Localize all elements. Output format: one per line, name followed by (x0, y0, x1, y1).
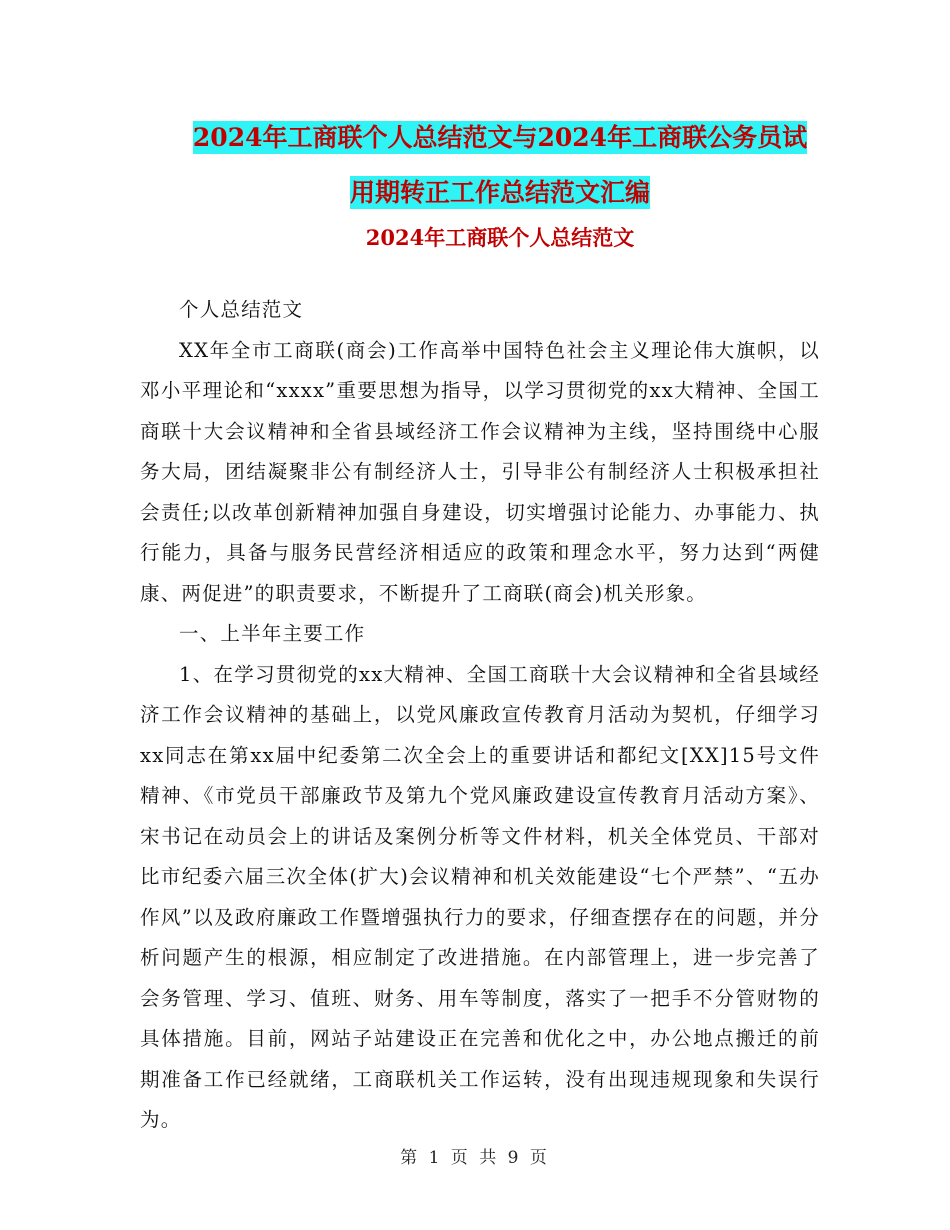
document-title-line-1: 2024年工商联个人总结范文与2024年工商联公务员试 (192, 123, 808, 152)
document-body (140, 290, 820, 1141)
paragraph-intro: XX年全市工商联(商会)工作高举中国特色社会主义理论伟大旗帜，以邓小平理论和“xxxx”重要思想为指导，以学习贯彻党的xx大精神、全国工商联十大会议精神和全省县域经济工作会议精神为主线，坚持围绕中心服务大局，团结凝聚非公有制经济人士，引导非公有制经济人士积极承担社会责任;以改革创新精神加强自身建设，切实增强讨论能力、办事能力、执行能力，具备与服务民营经济相适应的政策和理念水平，努力达到“两健康、两促进”的职责要求，不断提升了工商联(商会)机关形象。 (140, 338, 820, 605)
paragraph-item-1: 1、在学习贯彻党的xx大精神、全国工商联十大会议精神和全省县域经济工作会议精神的基础上，以党风廉政宣传教育月活动为契机，仔细学习xx同志在第xx届中纪委第二次全会上的重要讲话和都纪文[XX]15号文件精神、《市党员干部廉政节及第九个党风廉政建设宣传教育月活动方案》、宋书记在动员会上的讲话及案例分析等文件材料，机关全体党员、干部对比市纪委六届三次全体(扩大)会议精神和机关效能建设“七个严禁”、“五办作风”以及政府廉政工作暨增强执行力的要求，仔细查摆存在的问题，并分析问题产生的根源，相应制定了改进措施。在内部管理上，进一步完善了会务管理、学习、值班、财务、用车等制度，落实了一把手不分管财物的具体措施。目前，网站子站建设正在完善和优化之中，办公地点搬迁的前期准备工作已经就绪，工商联机关工作运转，没有出现违规现象和失误行为。 (140, 662, 820, 1131)
page-indicator: 第 1 页 共 9 页 (400, 1148, 550, 1168)
document-title (140, 110, 860, 220)
paragraph-subheading: 个人总结范文 (179, 298, 304, 321)
document-title-line-2: 用期转正工作总结范文汇编 (349, 178, 650, 207)
section-title: 2024年工商联个人总结范文 (365, 225, 635, 250)
paragraph-section-heading: 一、上半年主要工作 (179, 622, 366, 645)
